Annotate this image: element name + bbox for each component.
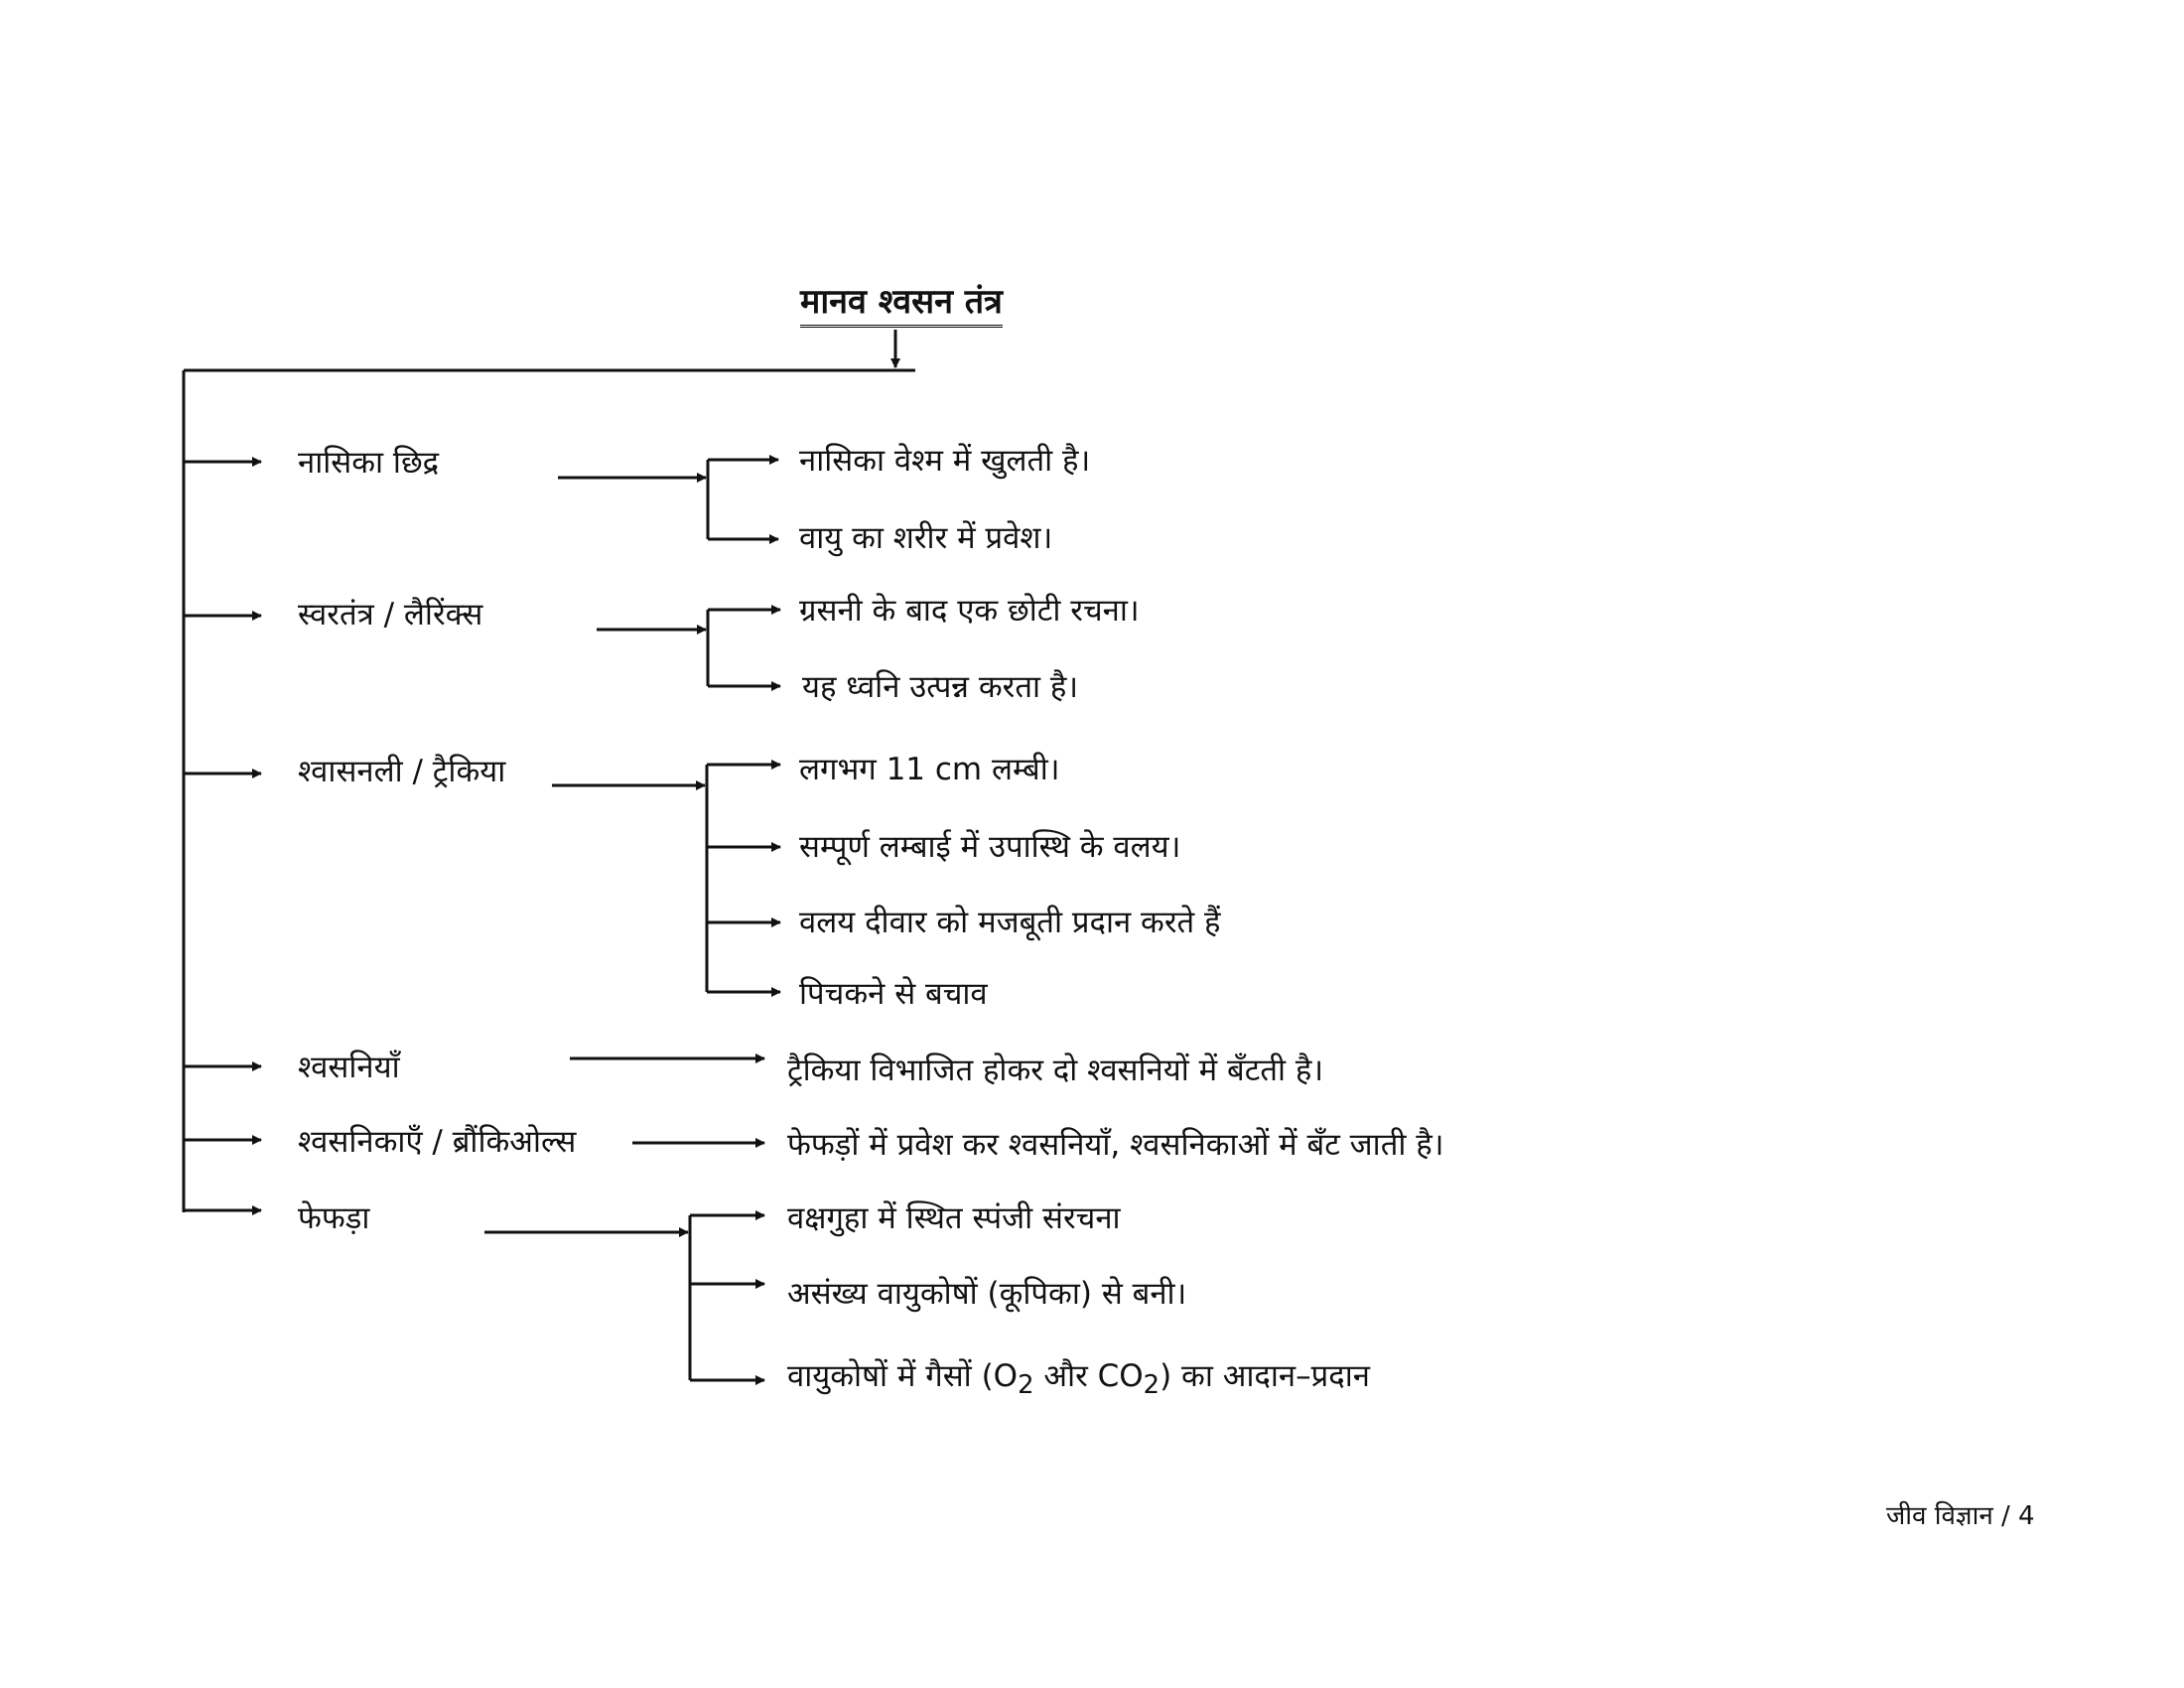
point-item: असंख्य वायुकोषों (कूपिका) से बनी। — [787, 1276, 1187, 1312]
page-footer: जीव विज्ञान / 4 — [1886, 1501, 2035, 1531]
gas-text-suffix: ) का आदान–प्रदान — [1160, 1358, 1370, 1394]
point-item: सम्पूर्ण लम्बाई में उपास्थि के वलय। — [799, 829, 1181, 865]
point-item: लगभग 11 cm लम्बी। — [799, 752, 1060, 787]
point-item: ग्रसनी के बाद एक छोटी रचना। — [799, 593, 1140, 629]
gas-text-middle: और CO — [1033, 1358, 1144, 1394]
label-larynx: स्वरतंत्र / लैरिंक्स — [298, 597, 483, 633]
diagram-title: मानव श्वसन तंत्र — [800, 280, 1003, 328]
label-bronchioles: श्वसनिकाएँ / ब्रौंकिओल्स — [298, 1124, 577, 1160]
gas-exchange-point — [787, 1356, 1370, 1405]
o2-subscript: 2 — [1018, 1370, 1034, 1401]
point-item: पिचकने से बचाव — [799, 976, 988, 1012]
label-lungs: फेफड़ा — [298, 1200, 370, 1236]
label-bronchi: श्वसनियाँ — [298, 1050, 400, 1085]
point-item: वलय दीवार को मजबूती प्रदान करते हैं — [799, 905, 1221, 940]
gas-text-prefix: वायुकोषों में गैसों (O — [787, 1358, 1019, 1394]
co2-subscript: 2 — [1143, 1370, 1160, 1401]
point-item: नासिका वेश्म में खुलती है। — [799, 443, 1091, 479]
point-item: वक्षगुहा में स्थित स्पंजी संरचना — [787, 1200, 1121, 1236]
label-trachea: श्वासनली / ट्रैकिया — [298, 754, 506, 789]
label-nasika-chhidra: नासिका छिद्र — [298, 445, 440, 481]
point-item: ट्रैकिया विभाजित होकर दो श्वसनियों में बँटती है। — [787, 1053, 1324, 1088]
point-item: यह ध्वनि उत्पन्न करता है। — [802, 669, 1079, 705]
point-item: वायु का शरीर में प्रवेश। — [799, 520, 1053, 556]
point-item: फेफड़ों में प्रवेश कर श्वसनियाँ, श्वसनिकाओं में बँट जाती है। — [787, 1127, 1444, 1163]
